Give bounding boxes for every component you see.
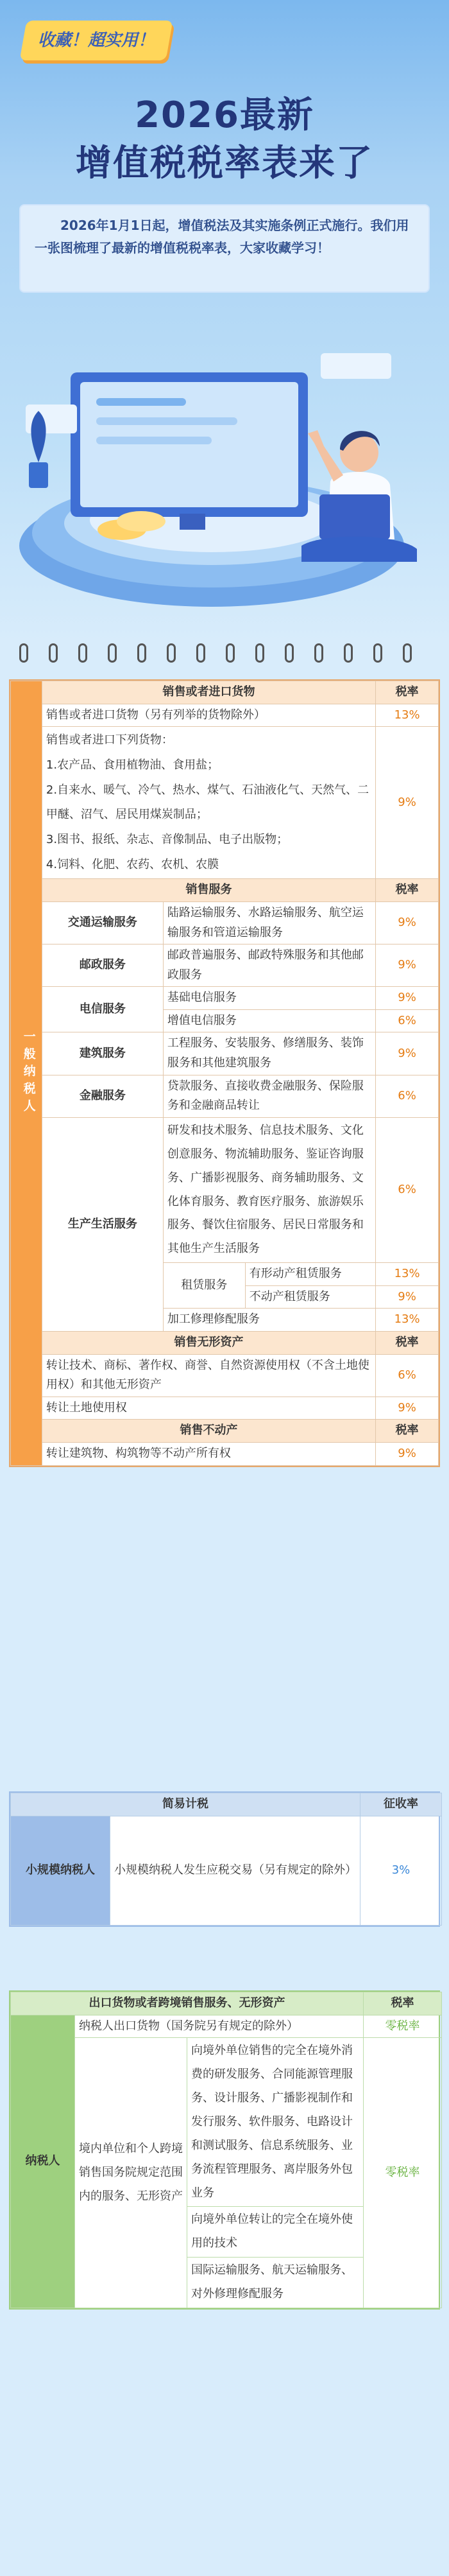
service-rate: 6% bbox=[376, 1009, 439, 1032]
lease-text: 不动产租赁服务 bbox=[245, 1285, 375, 1309]
intangible-rate: 6% bbox=[376, 1354, 439, 1397]
service-text: 增值电信服务 bbox=[163, 1009, 375, 1032]
lease-label: 租赁服务 bbox=[163, 1263, 245, 1309]
table-row bbox=[11, 987, 439, 1010]
service-rate: 9% bbox=[376, 1032, 439, 1075]
table-row bbox=[11, 1117, 439, 1262]
export-goods-text: 纳税人出口货物（国务院另有规定的除外） bbox=[75, 2015, 364, 2038]
lease-rate: 9% bbox=[376, 1285, 439, 1309]
service-category: 交通运输服务 bbox=[42, 901, 163, 944]
plant-pot bbox=[29, 462, 48, 488]
export-header: 出口货物或者跨境销售服务、无形资产 bbox=[11, 1992, 364, 2015]
table-row bbox=[11, 704, 439, 727]
table-row bbox=[11, 1032, 439, 1075]
person-arm bbox=[308, 430, 343, 482]
laptop bbox=[319, 494, 390, 539]
realestate-header: 销售不动产 bbox=[42, 1420, 375, 1443]
service-rate: 6% bbox=[376, 1117, 439, 1262]
cross-border-rate: 零税率 bbox=[364, 2038, 442, 2308]
table-row bbox=[11, 2038, 442, 2207]
lease-text: 有形动产租赁服务 bbox=[245, 1263, 375, 1286]
table-row bbox=[11, 1075, 439, 1117]
favorite-tag bbox=[20, 21, 173, 60]
service-rate-header: 税率 bbox=[376, 879, 439, 902]
service-text: 研发和技术服务、信息技术服务、文化创意服务、物流辅助服务、鉴证咨询服务、广播影视服务、商务辅助服务、文化体育服务、教育医疗服务、旅游娱乐服务、餐饮住宿服务、居民日常服务和其他生产生活服务 bbox=[163, 1117, 375, 1262]
simple-rate-header: 征收率 bbox=[360, 1793, 442, 1816]
service-rate: 6% bbox=[376, 1075, 439, 1117]
service-category: 电信服务 bbox=[42, 987, 163, 1032]
realestate-rate-header: 税率 bbox=[376, 1420, 439, 1443]
lease-rate: 13% bbox=[376, 1263, 439, 1286]
table-row bbox=[11, 1442, 439, 1465]
intangible-header: 销售无形资产 bbox=[42, 1331, 375, 1354]
service-category: 金融服务 bbox=[42, 1075, 163, 1117]
table-row bbox=[11, 2015, 442, 2038]
export-table bbox=[9, 1990, 440, 2310]
table-row bbox=[11, 1354, 439, 1397]
simple-header: 简易计税 bbox=[11, 1793, 360, 1816]
intro-text: 2026年1月1日起，增值税法及其实施条例正式施行。我们用一张图梳理了最新的增值税税率表，大家收藏学习！ bbox=[19, 204, 430, 293]
table-row bbox=[11, 944, 439, 987]
goods-row-text: 销售或者进口货物（另有列举的货物除外） bbox=[42, 704, 375, 727]
coin-2 bbox=[117, 511, 165, 532]
service-rate: 9% bbox=[376, 944, 439, 987]
service-rate: 9% bbox=[376, 987, 439, 1010]
monitor-stand bbox=[180, 514, 205, 530]
goods-rate-header: 税率 bbox=[376, 681, 439, 704]
service-rate: 9% bbox=[376, 901, 439, 944]
cross-border-item: 向境外单位转让的完全在境外使用的技术 bbox=[187, 2207, 364, 2258]
plant-leaves bbox=[31, 411, 46, 462]
illustration bbox=[0, 302, 449, 636]
screen-bar-2 bbox=[96, 417, 237, 425]
small-scale-taxpayer-label: 小规模纳税人 bbox=[11, 1816, 110, 1925]
table-row bbox=[11, 727, 439, 879]
simple-rate: 3% bbox=[360, 1816, 442, 1925]
export-rate-header: 税率 bbox=[364, 1992, 442, 2015]
general-taxpayer-label: 一般纳税人 bbox=[11, 681, 42, 1466]
screen-bar-3 bbox=[96, 437, 212, 444]
simple-text: 小规模纳税人发生应税交易（另有规定的除外） bbox=[110, 1816, 360, 1925]
service-text: 邮政普遍服务、邮政特殊服务和其他邮政服务 bbox=[163, 944, 375, 987]
goods-header: 销售或者进口货物 bbox=[42, 681, 375, 704]
ring-binder bbox=[19, 643, 430, 661]
service-category: 建筑服务 bbox=[42, 1032, 163, 1075]
service-category: 邮政服务 bbox=[42, 944, 163, 987]
table-row bbox=[11, 901, 439, 944]
goods-row-rate: 9% bbox=[376, 727, 439, 879]
repair-rate: 13% bbox=[376, 1309, 439, 1332]
cross-border-item: 向境外单位销售的完全在境外消费的研发服务、合同能源管理服务、设计服务、广播影视制作和发行服务、软件服务、电路设计和测试服务、信息系统服务、业务流程管理服务、离岸服务外包业务 bbox=[187, 2038, 364, 2207]
service-text: 工程服务、安装服务、修缮服务、装饰服务和其他建筑服务 bbox=[163, 1032, 375, 1075]
taxpayer-label: 纳税人 bbox=[11, 2015, 75, 2308]
goods-row-text: 销售或者进口下列货物： 1.农产品、食用植物油、食用盐； 2.自来水、暖气、冷气、热水、煤气、石油液化气、天然气、二甲醚、沼气、居民用煤炭制品； 3.图书、报纸、杂志、音像制品、电子出版物； 4.饲料、化肥、农药、农机、农膜 bbox=[42, 727, 375, 879]
realestate-text: 转让建筑物、构筑物等不动产所有权 bbox=[42, 1442, 375, 1465]
goods-row-rate: 13% bbox=[376, 704, 439, 727]
title-line-1: 2026最新 bbox=[135, 94, 314, 136]
export-goods-rate: 零税率 bbox=[364, 2015, 442, 2038]
realestate-rate: 9% bbox=[376, 1442, 439, 1465]
cross-border-label: 境内单位和个人跨境销售国务院规定范围内的服务、无形资产 bbox=[75, 2038, 187, 2308]
general-taxpayer-table bbox=[9, 679, 440, 1467]
service-text: 陆路运输服务、水路运输服务、航空运输服务和管道运输服务 bbox=[163, 901, 375, 944]
title-line-2: 增值税税率表来了 bbox=[76, 143, 373, 184]
table-row bbox=[11, 1816, 442, 1925]
intangible-text: 转让技术、商标、著作权、商誉、自然资源使用权（不含土地使用权）和其他无形资产 bbox=[42, 1354, 375, 1397]
service-text: 基础电信服务 bbox=[163, 987, 375, 1010]
screen-bar-1 bbox=[96, 398, 186, 406]
intangible-rate: 9% bbox=[376, 1397, 439, 1420]
floating-card-right bbox=[321, 353, 391, 379]
service-header: 销售服务 bbox=[42, 879, 375, 902]
service-text: 贷款服务、直接收费金融服务、保险服务和金融商品转让 bbox=[163, 1075, 375, 1117]
favorite-tag-text: 收藏！超实用！ bbox=[37, 31, 155, 50]
intangible-text: 转让土地使用权 bbox=[42, 1397, 375, 1420]
intangible-rate-header: 税率 bbox=[376, 1331, 439, 1354]
service-category: 生产生活服务 bbox=[42, 1117, 163, 1331]
simple-tax-table bbox=[9, 1791, 440, 1927]
cross-border-item: 国际运输服务、航天运输服务、对外修理修配服务 bbox=[187, 2258, 364, 2308]
repair-text: 加工修理修配服务 bbox=[163, 1309, 375, 1332]
table-row bbox=[11, 1397, 439, 1420]
